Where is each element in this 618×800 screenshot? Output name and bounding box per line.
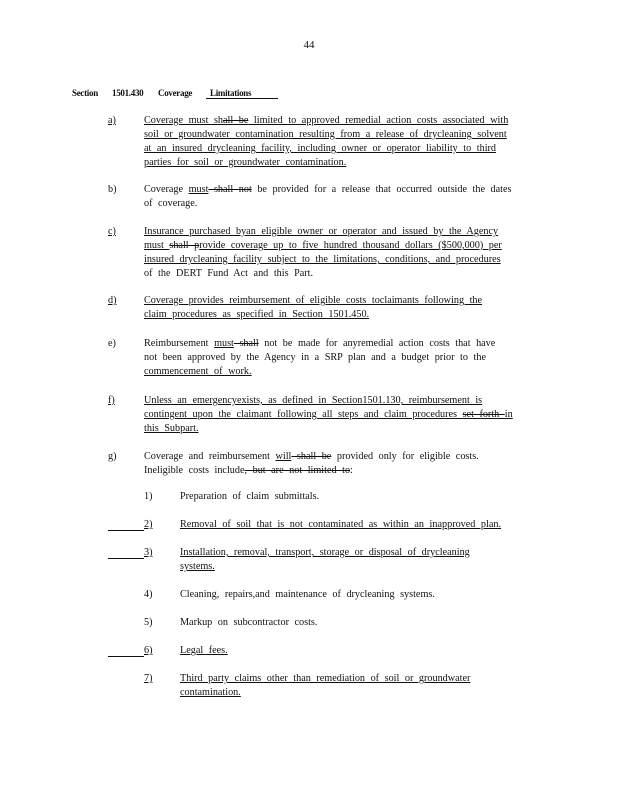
text-run: limited to approved remedial action costs associated with [248, 115, 509, 126]
item-b [108, 183, 548, 211]
text-line: Coverage provides reimbursement of eligible costs toclaimants following the [144, 295, 483, 306]
text-run: provided only for eligible costs. [331, 451, 479, 462]
insert-margin-line [108, 530, 144, 531]
subitem-text: Legal fees. [180, 645, 228, 656]
deleted-text: , but are not limited to [244, 465, 351, 476]
item-e [108, 337, 548, 379]
subitem-number: 6) [144, 645, 153, 656]
item-text [144, 183, 548, 211]
heading-section-number: 1501.430 [112, 88, 144, 98]
insert-margin-line [108, 656, 144, 657]
heading-title-1: Coverage [158, 88, 193, 98]
subitem-text: Preparation of claim submittals. [180, 491, 320, 502]
text-run: Reimbursement [144, 338, 215, 349]
text-line: parties for soil or groundwater contamination. [144, 157, 347, 168]
subitem-number: 1) [144, 491, 153, 502]
item-label: a) [108, 115, 116, 126]
deleted-text: shall be [291, 451, 332, 462]
text-run: in [504, 409, 513, 420]
deleted-text: all be [223, 115, 249, 126]
text-line: commencement of work. [144, 366, 252, 377]
text-run: not be made for anyremedial action costs that have [258, 338, 496, 349]
subitem-3 [144, 546, 544, 574]
subitem-6 [144, 644, 544, 658]
text-line: insured drycleaning facility subject to the limitations, conditions, and procedures [144, 254, 501, 265]
text-line: of coverage. [144, 198, 198, 209]
item-label: f) [108, 395, 115, 406]
heading-underline [206, 98, 278, 99]
subitem-1 [144, 490, 544, 504]
text-line: Insurance purchased byan eligible owner or operator and issued by the Agency [144, 226, 499, 237]
text-line: soil or groundwater contamination resulting from a release of drycleaning solvent [144, 129, 507, 140]
subitem-2 [144, 518, 544, 532]
subitem-text: Markup on subcontractor costs. [180, 617, 318, 628]
item-text [144, 337, 548, 379]
item-text [144, 225, 548, 281]
text-line: contamination. [180, 687, 241, 698]
text-run: : [350, 465, 353, 476]
inserted-text: must [214, 338, 234, 349]
subitem-number: 5) [144, 617, 153, 628]
insert-margin-line [108, 558, 144, 559]
subitem-number: 2) [144, 519, 153, 530]
subitem-text: Removal of soil that is not contaminated as within an inapproved plan. [180, 519, 502, 530]
text-run: Ineligible costs include [144, 465, 245, 476]
subitem-text [180, 672, 544, 700]
deleted-text: set forth [462, 409, 505, 420]
subitem-text: Cleaning, repairs,and maintenance of drycleaning systems. [180, 589, 435, 600]
item-g [108, 450, 548, 478]
item-label: b) [108, 184, 117, 195]
item-label: e) [108, 338, 116, 349]
item-f [108, 394, 548, 436]
item-label: g) [108, 451, 117, 462]
deleted-text: shall p [169, 240, 200, 251]
deleted-text: shall not [208, 184, 252, 195]
text-line: Unless an emergencyexists, as defined in Section1501.130, reimbursement is [144, 395, 483, 406]
text-line: systems. [180, 561, 215, 572]
item-text [144, 294, 548, 322]
item-text [144, 450, 548, 478]
deleted-text: shall [233, 338, 259, 349]
text-run: Coverage [144, 184, 189, 195]
subitem-4 [144, 588, 544, 602]
subitem-number: 3) [144, 547, 153, 558]
item-label: c) [108, 226, 116, 237]
text-line: this Subpart. [144, 423, 199, 434]
item-a [108, 114, 548, 170]
item-d [108, 294, 548, 322]
item-c [108, 225, 548, 281]
subitem-number: 4) [144, 589, 153, 600]
heading-section-label: Section [72, 88, 98, 98]
text-line: at an insured drycleaning facility, including owner or operator liability to third [144, 143, 497, 154]
text-run: Coverage and reimbursement [144, 451, 276, 462]
inserted-text: must [144, 240, 170, 251]
text-run: Coverage must sh [144, 115, 223, 126]
item-text [144, 394, 548, 436]
text-run: rovide coverage up to five hundred thousand dollars ($500,000) per [199, 240, 502, 251]
inserted-text: will [275, 451, 292, 462]
subitem-5 [144, 616, 544, 630]
subitem-number: 7) [144, 673, 153, 684]
text-line: not been approved by the Agency in a SRP plan and a budget prior to the [144, 352, 486, 363]
page-number: 44 [303, 39, 315, 51]
subitem-7 [144, 672, 544, 700]
text-line: Installation, removal, transport, storage or disposal of drycleaning [180, 547, 470, 558]
text-line: Third party claims other than remediation of soil or groundwater [180, 673, 471, 684]
text-line: claim procedures as specified in Section 1501.450. [144, 309, 370, 320]
item-label: d) [108, 295, 117, 306]
text-run: contingent upon the claimant following all steps and claim procedures [144, 409, 463, 420]
item-text [144, 114, 548, 170]
inserted-text: must [188, 184, 209, 195]
text-line: of the DERT Fund Act and this Part. [144, 268, 314, 279]
heading-title-2: Limitations [210, 88, 252, 98]
text-run: be provided for a release that occurred outside the dates [251, 184, 512, 195]
subitem-text [180, 546, 544, 574]
